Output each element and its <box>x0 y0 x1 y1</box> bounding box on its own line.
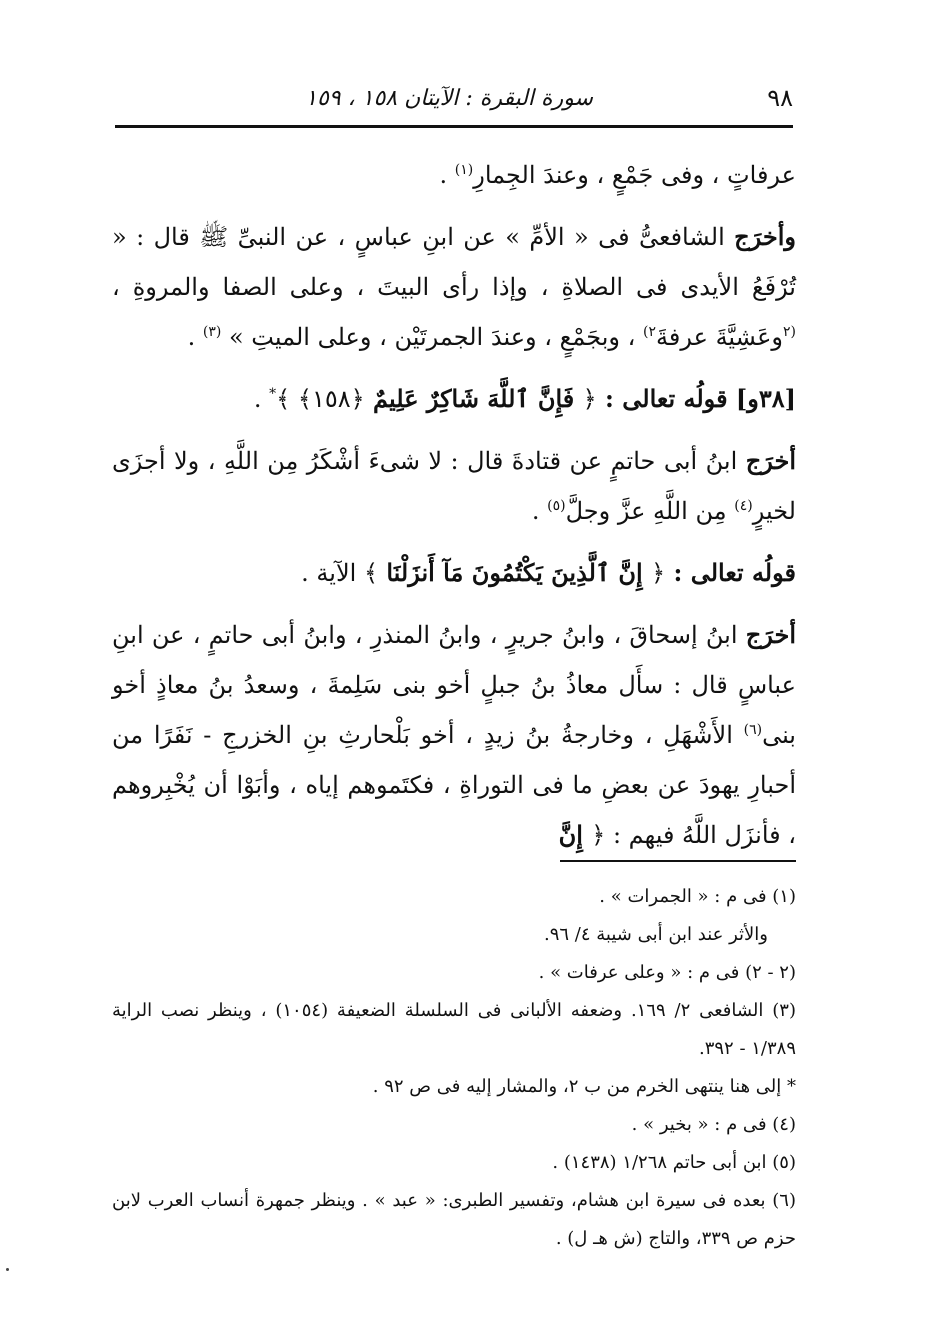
footnote-5: (٥) ابن أبى حاتم ١/٢٦٨ (١٤٣٨) . <box>552 1152 796 1173</box>
text: الآية . <box>301 559 364 587</box>
lead-word: أخرَج <box>745 446 796 475</box>
ornate-bracket-close: ﴾ <box>276 385 298 413</box>
footnotes <box>112 878 796 1258</box>
paragraph-1 <box>112 150 796 200</box>
paragraph-3 <box>112 436 796 536</box>
text: . <box>253 385 270 413</box>
quran-text: إِنَّ ٱلَّذِينَ يَكْتُمُونَ مَآ أَنزَلْنَا <box>378 558 652 587</box>
ornate-bracket-close: ﴾ <box>363 559 379 587</box>
footnote-ref-6: (٦) <box>743 722 763 738</box>
quran-text: إِنَّ <box>558 820 592 849</box>
text: مِن اللَّهِ عزَّ وجلَّ <box>565 497 735 525</box>
footnote-ref-2a: (٢ <box>783 324 796 340</box>
text: ، وبجَمْعٍ ، وعندَ الجمرتَيْن ، وعلى الميتِ » <box>221 323 644 351</box>
spacer <box>112 598 796 610</box>
footnote-ref-2b: ٢) <box>643 324 657 340</box>
ornate-bracket-open: ﴿ <box>651 559 666 587</box>
footnote-ref-3: (٣) <box>202 324 222 340</box>
verse-intro: قولُه تعالى : <box>596 384 736 413</box>
main-text <box>112 150 796 860</box>
lead-word: وأخرَج <box>734 222 796 251</box>
spacer <box>112 362 796 374</box>
text: عرفاتٍ ، وفى جَمْعٍ ، وعندَ الجِمارِ <box>473 161 796 189</box>
footnote-star: * إلى هنا ينتهى الخرم من ب ٢، والمشار إليه فى ص ٩٢ . <box>372 1076 796 1097</box>
text: . <box>531 497 548 525</box>
scan-speck <box>6 1268 9 1271</box>
text: . <box>187 323 203 351</box>
spacer <box>112 424 796 436</box>
quran-text: فَإِنَّ ٱللَّهَ شَاكِرٌ عَلِيمٌ <box>364 384 583 413</box>
verse-heading-2 <box>112 548 796 598</box>
page-header <box>115 78 793 118</box>
footnote-4: (٤) فى م : « بخير » . <box>631 1114 796 1135</box>
footnote-1-continued: والأثر عند ابن أبى شيبة ٤/ ٩٦. <box>544 924 768 945</box>
text: ابنُ أبى حاتمٍ عن قتادةَ قال : لا شىءَ أشْكَرُ مِن اللَّهِ ، ولا أجزَى لخيرٍ <box>112 447 796 525</box>
text: الشافعىُّ فى « الأمِّ » عن ابنِ عباسٍ ، عن النبىِّ ﷺ قال : « تُرْفَعُ الأيدى فى الصلاةِ ، وإذا رأى البيتَ ، وعلى الصفا والمروةِ ، <box>112 223 796 301</box>
footnote-rule <box>560 860 796 862</box>
verse-intro: قولُه تعالى : <box>665 558 796 587</box>
text: وعَشِيَّةَ عرفةَ <box>656 323 783 351</box>
ornate-bracket-open: ﴿ <box>591 821 606 849</box>
footnote-ref-4: (٤) <box>734 498 753 514</box>
spacer <box>112 200 796 212</box>
footnote-ref-5: (٥) <box>547 498 566 514</box>
verse-number-marker: ﴿١٥٨﴾ <box>297 385 365 413</box>
footnote-6: (٦) بعده فى سيرة ابن هشام، وتفسير الطبرى: « عبد » . وينظر جمهرة أنساب العرب لابن حزم ص ٣٣٩، والتاج (ش هـ ل) . <box>112 1190 796 1249</box>
star-marker: * <box>269 386 277 402</box>
ornate-bracket-open: ﴿ <box>582 385 597 413</box>
text: ابنُ إسحاقَ ، وابنُ جريرٍ ، وابنُ المنذرِ ، وابنُ أبى حاتمٍ ، عن ابنِ عباسٍ قال : سأَل معاذُ بنُ جبلٍ أخو بنى سَلِمةَ ، وسعدُ بنُ معاذٍ أخو بنى <box>112 621 796 749</box>
running-title: سورة البقرة : الآيتان ١٥٨ ، ١٥٩ <box>305 86 593 111</box>
paragraph-2 <box>112 212 796 362</box>
text: الأَشْهَلِ ، وخارجةُ بنُ زيدٍ ، أخو بَلْحارثِ بنِ الخزرجِ - نَفَرًا من أحبارِ يهودَ عن بعضِ ما فى التوراةِ ، فكتَموهم إياه ، وأبَوْا أن يُخْبِروهم ، فأنزَل اللَّهُ فيهم : <box>112 721 796 849</box>
page-number: ٩٨ <box>767 84 793 112</box>
lead-word: أخرَج <box>745 620 796 649</box>
folio-marker: [٣٨و] <box>735 384 796 413</box>
footnote-ref-1: (١) <box>454 162 474 178</box>
paragraph-4 <box>112 610 796 860</box>
spacer <box>112 536 796 548</box>
text: . <box>439 161 455 189</box>
footnote-2: (٢ - ٢) فى م : « وعلى عرفات » . <box>538 962 796 983</box>
verse-heading-1 <box>112 374 796 424</box>
footnote-1: (١) فى م : « الجمرات » . <box>599 886 796 907</box>
header-rule <box>115 125 793 128</box>
footnote-3: (٣) الشافعى ٢/ ١٦٩. وضعفه الألبانى فى السلسلة الضعيفة (١٠٥٤) ، وينظر نصب الراية ١/٣٨٩ - ٣٩٢. <box>112 1000 796 1059</box>
